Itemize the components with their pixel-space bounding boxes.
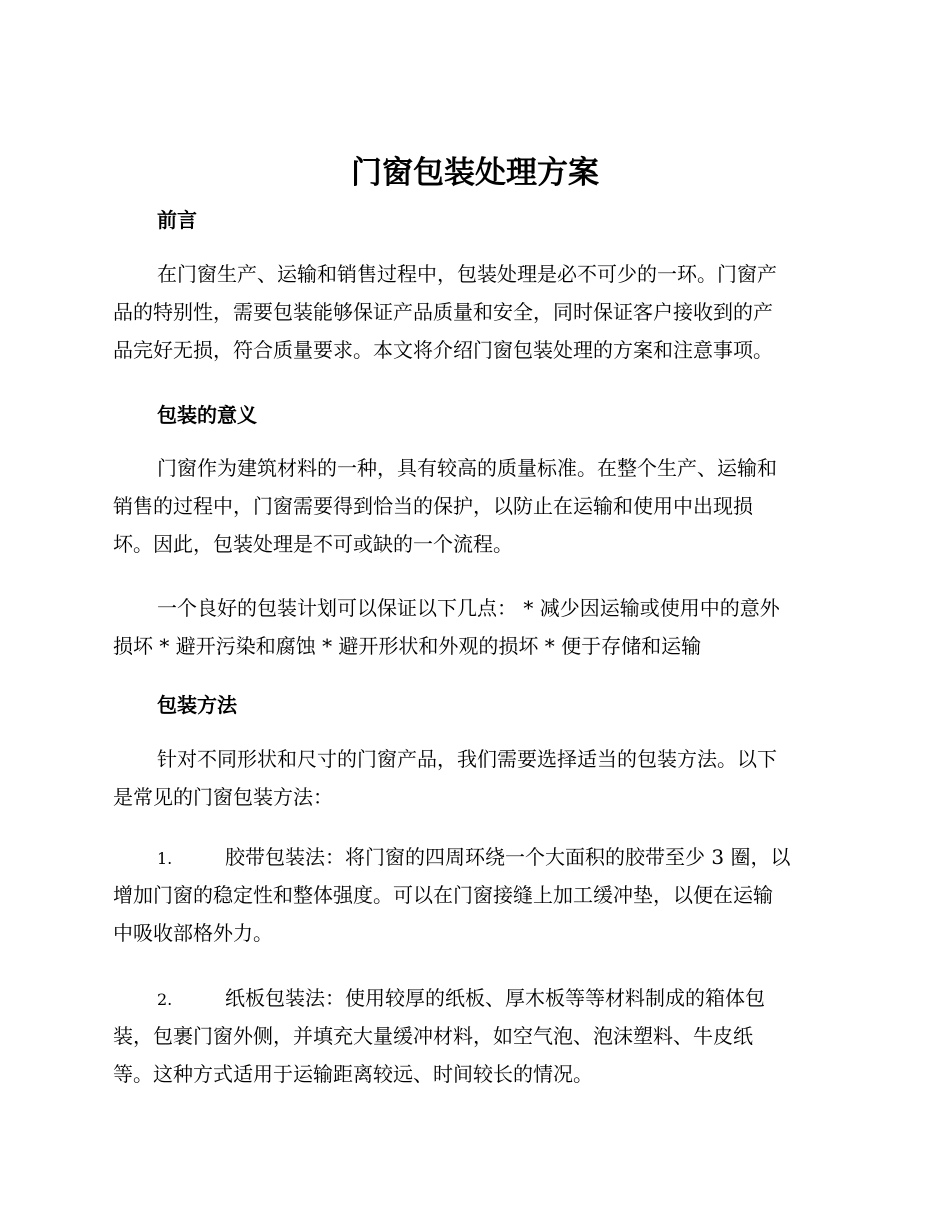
paragraph-line: 增加门窗的稳定性和整体强度。可以在门窗接缝上加工缓冲垫，以便在运输 <box>113 883 773 907</box>
list-item-first-line <box>113 838 838 876</box>
paragraph-line: 损坏 * 避开污染和腐蚀 * 避开形状和外观的损坏 * 便于存储和运输 <box>113 634 702 658</box>
paragraph-line: 是常见的门窗包装方法： <box>113 785 333 809</box>
paragraph-line: 针对不同形状和尺寸的门窗产品，我们需要选择适当的包装方法。以下 <box>157 747 777 771</box>
list-item-text: 纸板包装法：使用较厚的纸板、厚木板等等材料制成的箱体包 <box>225 986 765 1010</box>
document-title: 门窗包装处理方案 <box>351 155 599 191</box>
list-item <box>113 979 838 1093</box>
section-heading-significance: 包装的意义 <box>157 403 257 427</box>
list-item-text: 胶带包装法：将门窗的四周环绕一个大面积的胶带至少 3 圈，以 <box>225 845 791 869</box>
paragraph-line: 品的特别性，需要包装能够保证产品质量和安全，同时保证客户接收到的产 <box>113 300 773 324</box>
list-item-first-line <box>113 979 838 1017</box>
paragraph-significance-2 <box>113 589 838 665</box>
paragraph-line: 品完好无损，符合质量要求。本文将介绍门窗包装处理的方案和注意事项。 <box>113 338 773 362</box>
section-heading-methods: 包装方法 <box>157 693 237 717</box>
paragraph-significance-1 <box>113 449 838 563</box>
paragraph-line: 一个良好的包装计划可以保证以下几点： * 减少因运输或使用中的意外 <box>157 596 780 620</box>
paragraph-methods-intro <box>113 740 838 816</box>
section-heading-preface: 前言 <box>157 208 197 232</box>
paragraph-line: 等。这种方式适用于运输距离较远、时间较长的情况。 <box>113 1062 593 1086</box>
paragraph-line: 销售的过程中，门窗需要得到恰当的保护，以防止在运输和使用中出现损 <box>113 494 753 518</box>
paragraph-line: 门窗作为建筑材料的一种，具有较高的质量标准。在整个生产、运输和 <box>157 456 777 480</box>
paragraph-line: 装，包裹门窗外侧，并填充大量缓冲材料，如空气泡、泡沫塑料、牛皮纸 <box>113 1024 753 1048</box>
paragraph-line: 在门窗生产、运输和销售过程中，包装处理是必不可少的一环。门窗产 <box>157 262 777 286</box>
paragraph-line: 中吸收部格外力。 <box>113 921 273 945</box>
paragraph-preface <box>113 255 838 369</box>
list-item-number: 2. <box>157 990 173 1009</box>
list-item <box>113 838 838 952</box>
paragraph-line: 坏。因此，包装处理是不可或缺的一个流程。 <box>113 532 513 556</box>
list-item-number: 1. <box>157 849 173 868</box>
